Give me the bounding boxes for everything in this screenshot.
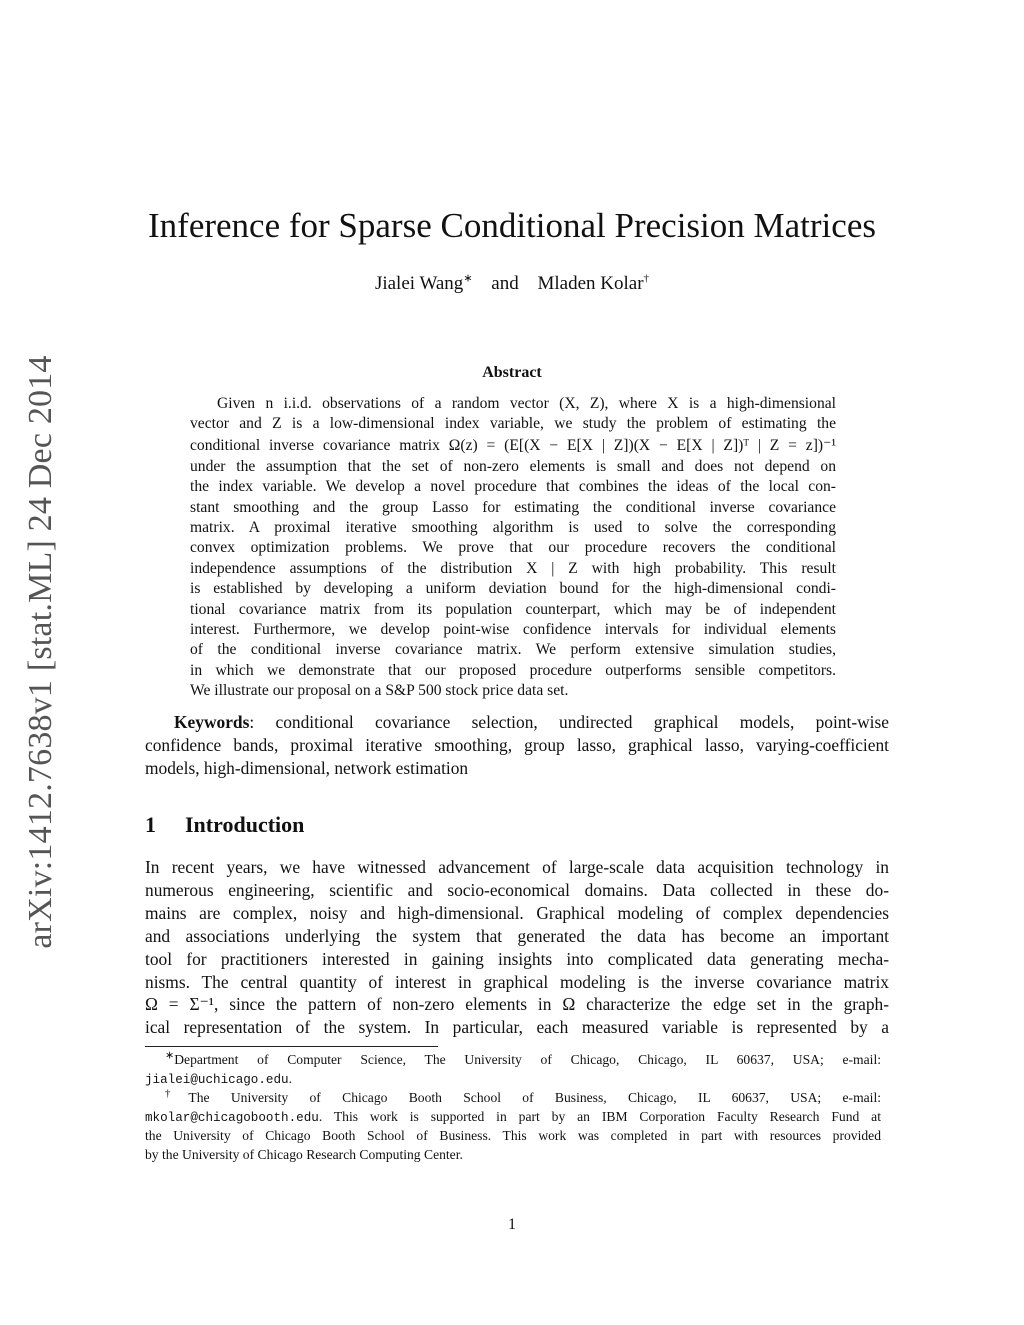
footnote-2-line-4: by the University of Chicago Research Computing Center.	[145, 1146, 463, 1162]
footnote-2-line-1	[145, 1089, 881, 1108]
keywords-block	[145, 711, 889, 780]
keywords-line-2: confidence bands, proximal iterative smoothing, group lasso, graphical lasso, varying-coefficient	[145, 734, 889, 755]
footnote-2-email[interactable]: mkolar@chicagobooth.edu	[145, 1110, 319, 1125]
arxiv-stamp-text: arXiv:1412.7638v1 [stat.ML] 24 Dec 2014	[22, 355, 59, 949]
abstract-line: stant smoothing and the group Lasso for estimating the conditional inverse covariance	[190, 498, 836, 516]
intro-line: nisms. The central quantity of interest in graphical modeling is the inverse covariance matrix	[145, 971, 889, 992]
footnote-2-text-cont: . This work is supported in part by an IBM Corporation Faculty Research Fund at	[318, 1108, 881, 1124]
footnote-1-mark: ∗	[165, 1049, 175, 1062]
intro-line: ical representation of the system. In particular, each measured variable is represented by a	[145, 1017, 889, 1038]
footnote-2-mark: †	[165, 1087, 189, 1100]
author-1: Jialei Wang	[374, 273, 464, 294]
abstract-line: matrix. A proximal iterative smoothing algorithm is used to solve the corresponding	[190, 519, 836, 537]
section-number: 1	[145, 812, 156, 837]
footnote-1-line-2	[145, 1070, 881, 1090]
author-2-footnote-mark: †	[643, 272, 650, 285]
intro-line: Ω = Σ⁻¹, since the pattern of non-zero elements in Ω characterize the edge set in the graph-	[145, 994, 889, 1015]
author-1-footnote-mark: ∗	[463, 272, 473, 285]
footnote-1-email[interactable]: jialei@uchicago.edu	[145, 1072, 289, 1087]
intro-line: numerous engineering, scientific and socio-economical domains. Data collected in these do-	[145, 879, 889, 900]
footnotes	[145, 1051, 881, 1165]
abstract-line: in which we demonstrate that our proposed procedure outperforms sensible competitors.	[190, 661, 836, 679]
keywords-line-1	[145, 711, 889, 734]
introduction-paragraph	[145, 856, 889, 1039]
abstract-line: tional covariance matrix from its population counterpart, which may be of independent	[190, 600, 836, 618]
abstract-line: is established by developing a uniform deviation bound for the high-dimensional condi-	[190, 580, 836, 598]
footnote-rule	[145, 1046, 438, 1047]
abstract-line: of the conditional inverse covariance matrix. We perform extensive simulation studies,	[190, 641, 836, 659]
author-2: Mladen Kolar	[537, 273, 644, 294]
abstract-line-formula: conditional inverse covariance matrix Ω(z) = (E[(X − E[X | Z])(X − E[X | Z])ᵀ | Z = z])⁻¹	[190, 436, 836, 454]
keywords-text: : conditional covariance selection, undirected graphical models, point-wise	[249, 712, 889, 732]
keywords-line-3: models, high-dimensional, network estimation	[145, 757, 469, 778]
abstract-line: convex optimization problems. We prove that our procedure recovers the conditional	[190, 539, 836, 557]
paper-title: Inference for Sparse Conditional Precision Matrices	[148, 206, 876, 245]
intro-line: and associations underlying the system that generated the data has become an important	[145, 925, 889, 946]
abstract-line: We illustrate our proposal on a S&P 500 stock price data set.	[190, 682, 569, 700]
footnote-1-text: Department of Computer Science, The University of Chicago, Chicago, IL 60637, USA; e-mail:	[174, 1052, 881, 1067]
author-conjunction: and	[491, 273, 519, 294]
footnote-1-line-1	[145, 1051, 881, 1070]
abstract-line: vector and Z is a low-dimensional index variable, we study the problem of estimating the	[190, 415, 836, 433]
page-number: 1	[508, 1216, 516, 1233]
abstract-line: independence assumptions of the distribution X | Z with high probability. This result	[190, 559, 836, 577]
footnote-1-period: .	[288, 1070, 292, 1086]
intro-line: In recent years, we have witnessed advancement of large-scale data acquisition technology in	[145, 857, 889, 877]
abstract-line: Given n i.i.d. observations of a random vector (X, Z), where X is a high-dimensional	[217, 395, 836, 412]
footnote-2-line-2	[145, 1108, 881, 1128]
abstract-line: interest. Furthermore, we develop point-wise confidence intervals for individual elements	[190, 621, 836, 639]
section-heading	[145, 812, 304, 838]
section-title: Introduction	[185, 812, 305, 837]
abstract-line: under the assumption that the set of non-zero elements is small and does not depend on	[190, 457, 836, 475]
footnote-2-text: The University of Chicago Booth School of Business, Chicago, IL 60637, USA; e-mail:	[188, 1090, 882, 1106]
keywords-label: Keywords	[174, 712, 250, 732]
abstract-line: the index variable. We develop a novel procedure that combines the ideas of the local con-	[190, 478, 836, 496]
footnote-2-line-3: the University of Chicago Booth School of Business. This work was completed in part with resources provided	[145, 1128, 881, 1144]
author-line	[0, 273, 1024, 295]
abstract-heading: Abstract	[482, 364, 542, 381]
abstract-body	[190, 394, 836, 702]
intro-line: tool for practitioners interested in gaining insights into complicated data generating mecha-	[145, 948, 889, 969]
intro-line: mains are complex, noisy and high-dimensional. Graphical modeling of complex dependencies	[145, 902, 889, 923]
